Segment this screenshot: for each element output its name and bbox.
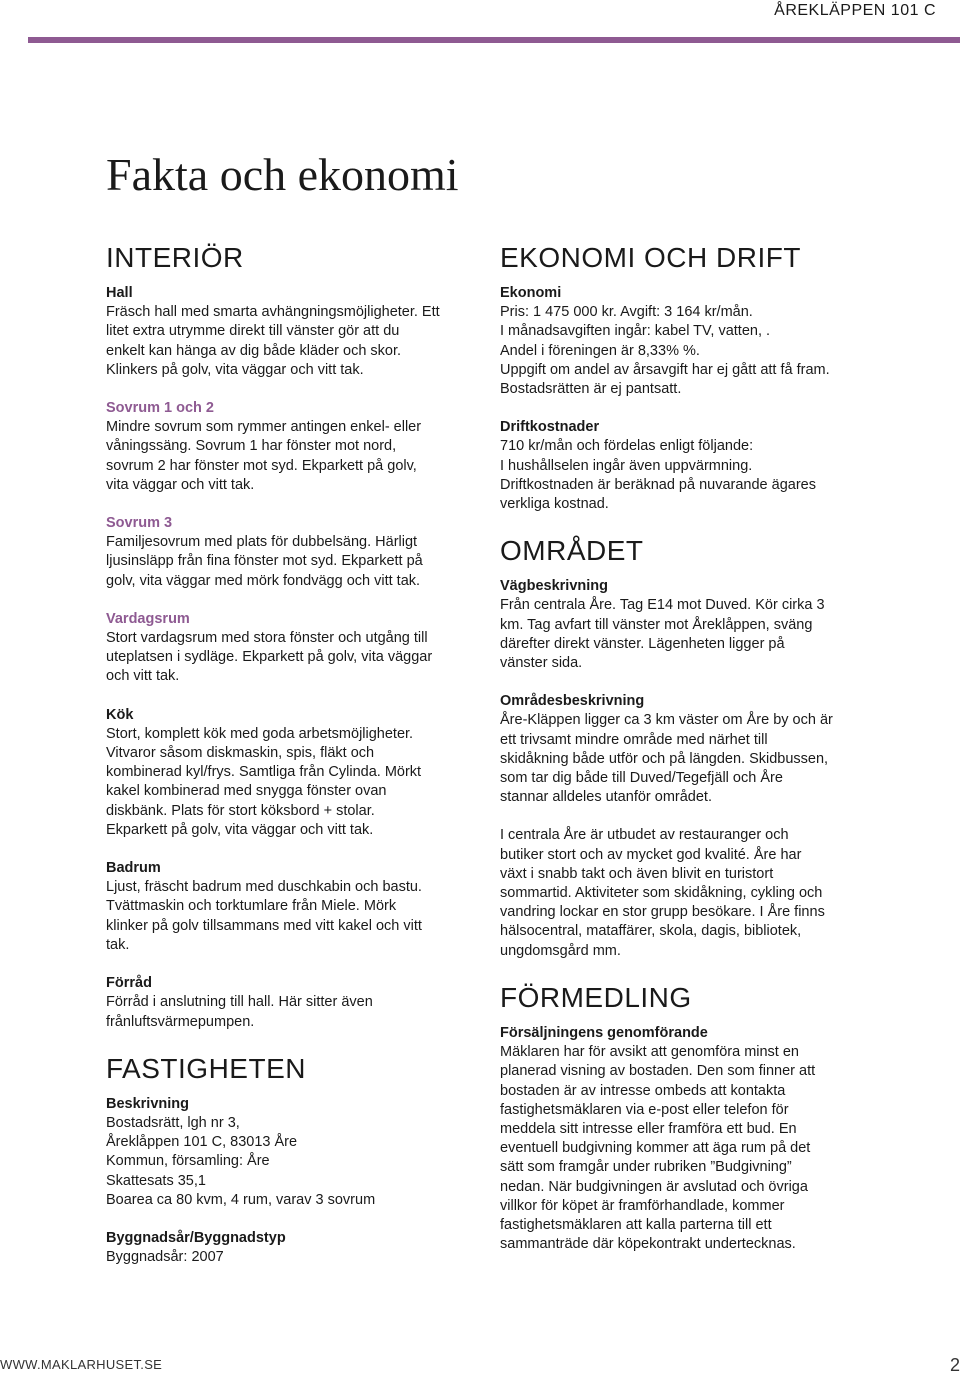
section-area [500, 533, 872, 961]
fact-title: Områdesbeskrivning [500, 693, 645, 710]
fact-text [106, 1248, 478, 1267]
text-line: och vitt tak. [106, 668, 180, 685]
text-line: Mindre sovrum som rymmer antingen enkel- eller [106, 419, 422, 436]
text-line: sammanträde där köpekontrakt undertecknas. [500, 1236, 796, 1253]
text-line: Pris: 1 475 000 kr. Avgift: 3 164 kr/mån. [500, 304, 753, 321]
text-line: enkelt kan hänga av dig både kläder och skor. [106, 342, 402, 359]
fact-title: Hall [106, 285, 133, 301]
text-line: våningssäng. Sovrum 1 har fönster mot nord, [106, 438, 397, 455]
text-line: km. Tag avfart till vänster mot Åreklåppen, sväng [500, 616, 813, 633]
text-line: 710 kr/mån och fördelas enligt följande: [500, 438, 754, 455]
fact-title: Vägbeskrivning [500, 578, 608, 595]
text-line: Klinkers på golv, vita väggar och vitt tak. [106, 361, 364, 378]
text-line: Familjesovrum med plats för dubbelsäng. Härligt [106, 534, 418, 551]
section-heading: OMRÅDET [500, 535, 644, 567]
text-line: växt i snabb takt och även blivit en turistort [500, 865, 774, 882]
fact-title: Sovrum 3 [106, 515, 173, 532]
fact-text [106, 533, 478, 591]
text-line: ungdomsgård mm. [500, 942, 621, 959]
text-line: Åre-Kläppen ligger ca 3 km väster om Åre by och är [500, 712, 833, 729]
text-line: klinker på golv tillsammans med vitt kakel och vitt [106, 917, 422, 934]
fact-block [106, 974, 478, 1032]
section-economy [500, 240, 872, 514]
fact-text [106, 1114, 478, 1210]
text-line: Fräsch hall med smarta avhängningsmöjligheter. Ett [106, 304, 440, 321]
fact-title: Vardagsrum [106, 610, 190, 627]
section-heading: FASTIGHETEN [106, 1052, 306, 1084]
text-line: verkliga kostnad. [500, 496, 609, 513]
fact-block [106, 1229, 478, 1267]
text-line: fastighetsmäklaren via e-post eller telefon för [500, 1101, 789, 1118]
text-line: litet extra utrymme direkt till vänster gör att du [106, 323, 400, 340]
fact-block [106, 514, 478, 591]
text-line: Vitvaror såsom diskmaskin, spis, fläkt och [106, 745, 375, 762]
text-line: stannar alldeles utanför området. [500, 789, 712, 806]
text-line: Byggnadsår: 2007 [106, 1249, 224, 1266]
fact-text [500, 1043, 872, 1254]
text-line: eventuell budgivning kommer att äga rum på det [500, 1140, 811, 1157]
text-line: Ljust, fräscht badrum med duschkabin och bastu. [106, 879, 422, 896]
fact-text [106, 878, 478, 955]
fact-title: Badrum [106, 860, 161, 877]
text-line: Andel i föreningen är 8,33% %. [500, 342, 700, 359]
text-line: Skattesats 35,1 [106, 1172, 206, 1189]
text-line: golv, vita väggar med mörk fondvägg och vitt tak. [106, 572, 421, 589]
text-line: uteplatsen i sydläge. Ekparkett på golv, vita väggar [106, 649, 433, 666]
footer-website: WWW.MAKLARHUSET.SE [0, 1357, 163, 1372]
text-line: kombinerad kyl/frys. Samtliga från Cylinda. Mörkt [106, 764, 422, 781]
text-line: vita väggar och vitt tak. [106, 476, 255, 493]
text-line: Stort, komplett kök med goda arbetsmöjligheter. [106, 725, 414, 742]
text-line: Boarea ca 80 kvm, 4 rum, varav 3 sovrum [106, 1191, 376, 1208]
text-line: I hushållselen ingår även uppvärmning. [500, 457, 753, 474]
fact-block [500, 692, 872, 807]
text-line: vandring lockar en stor grupp besökare. I Åre finns [500, 904, 825, 921]
document-header-label: ÅREKLÄPPEN 101 C [774, 2, 936, 19]
fact-text [106, 629, 478, 687]
text-line: Mäklaren har för avsikt att genomföra minst en [500, 1044, 799, 1061]
fact-block [500, 577, 872, 673]
text-line: Tvättmaskin och torktumlare från Miele. Mörk [106, 898, 397, 915]
fact-title: Förråd [106, 975, 152, 992]
text-line: Ekparkett på golv, vita väggar och vitt tak. [106, 821, 374, 838]
text-line: diskbänk. Plats för stort köksbord + stolar. [106, 802, 375, 819]
section-heading: FÖRMEDLING [500, 981, 692, 1013]
fact-block [500, 284, 872, 399]
section-property [106, 1051, 478, 1268]
fact-title: Försäljningens genomförande [500, 1024, 708, 1041]
fact-block [106, 1095, 478, 1210]
text-line: I centrala Åre är utbudet av restauranger och [500, 827, 789, 844]
text-line: Från centrala Åre. Tag E14 mot Duved. Kör cirka 3 [500, 597, 825, 614]
section-interior [106, 240, 478, 1032]
text-line: ljusinsläpp från fina fönster mot syd. Ekparkett på [106, 553, 423, 570]
text-line: butiker stort och av mycket god kvalité. Åre har [500, 846, 802, 863]
text-line: hälsocentral, mataffärer, skola, dagis, bibliotek, [500, 923, 802, 940]
right-column [500, 240, 872, 1273]
text-line: Bostadsrätt, lgh nr 3, [106, 1114, 240, 1131]
fact-block [500, 418, 872, 514]
fact-block [106, 610, 478, 687]
text-line: sovrum 2 har fönster mot syd. Ekparkett på golv, [106, 457, 417, 474]
text-line: fastighetsmäklaren att kalla parterna till ett [500, 1216, 772, 1233]
header-divider [28, 37, 960, 43]
text-line: tak. [106, 936, 130, 953]
left-column [106, 240, 478, 1286]
fact-title: Kök [106, 706, 134, 723]
text-line: I månadsavgiften ingår: kabel TV, vatten, . [500, 323, 771, 340]
fact-title: Beskrivning [106, 1095, 189, 1112]
fact-text [106, 418, 478, 495]
fact-text [500, 826, 872, 960]
text-line: Stort vardagsrum med stora fönster och utgång till [106, 630, 428, 647]
fact-text [500, 303, 872, 399]
text-line: meddela sitt intresse eller framföra ett bud. En [500, 1120, 797, 1137]
text-line: bostaden är av intresse ombeds att kontakta [500, 1082, 786, 1099]
fact-block [106, 706, 478, 840]
text-line: planerad visning av bostaden. Den som finner att [500, 1063, 816, 1080]
text-line: skidåkning både utför och på längden. Skidbussen, [500, 750, 829, 767]
text-line: sätt som framgår under rubriken ”Budgivning” [500, 1159, 792, 1176]
text-line: villkor för köpet är framförhandlade, kommer [500, 1197, 785, 1214]
section-heading: INTERIÖR [106, 242, 244, 273]
fact-text [106, 725, 478, 840]
fact-block [500, 826, 872, 960]
text-line: Uppgift om andel av årsavgift har ej gått att få fram. [500, 361, 830, 378]
text-line: ett trivsamt mindre område med närhet till [500, 731, 768, 748]
fact-title: Byggnadsår/Byggnadstyp [106, 1229, 286, 1246]
fact-text [500, 596, 872, 673]
page-title: Fakta och ekonomi [106, 149, 459, 200]
text-line: Bostadsrätten är ej pantsatt. [500, 381, 682, 398]
fact-title: Sovrum 1 och 2 [106, 400, 214, 417]
fact-text [500, 711, 872, 807]
fact-text [106, 993, 478, 1031]
fact-block [500, 1024, 872, 1254]
text-line: Åreklåppen 101 C, 83013 Åre [106, 1134, 298, 1151]
text-line: Förråd i anslutning till hall. Här sitter även [106, 994, 373, 1011]
fact-text [106, 303, 478, 380]
fact-block [106, 284, 478, 380]
section-heading: EKONOMI OCH DRIFT [500, 242, 801, 273]
text-line: Kommun, församling: Åre [106, 1153, 270, 1170]
fact-title: Driftkostnader [500, 419, 600, 436]
fact-block [106, 859, 478, 955]
text-line: sommartid. Aktiviteter som skidåkning, cykling och [500, 885, 823, 902]
text-line: frånluftsvärmepumpen. [106, 1013, 255, 1030]
text-line: som tar dig både till Duved/Tegefjäll och Åre [500, 770, 783, 787]
text-line: Driftkostnaden är beräknad på nuvarande ägares [500, 476, 816, 493]
fact-title: Ekonomi [500, 285, 562, 301]
fact-text [500, 437, 872, 514]
text-line: nedan. När budgivningen är avslutad och övriga [500, 1178, 808, 1195]
section-brokerage [500, 980, 872, 1254]
text-line: kakel kombinerad med snygga fönster ovan [106, 783, 387, 800]
page-number: 2 [949, 1355, 960, 1375]
text-line: vänster sida. [500, 655, 583, 672]
text-line: därefter direkt vänster. Lägenheten ligger på [500, 635, 785, 652]
fact-block [106, 399, 478, 495]
